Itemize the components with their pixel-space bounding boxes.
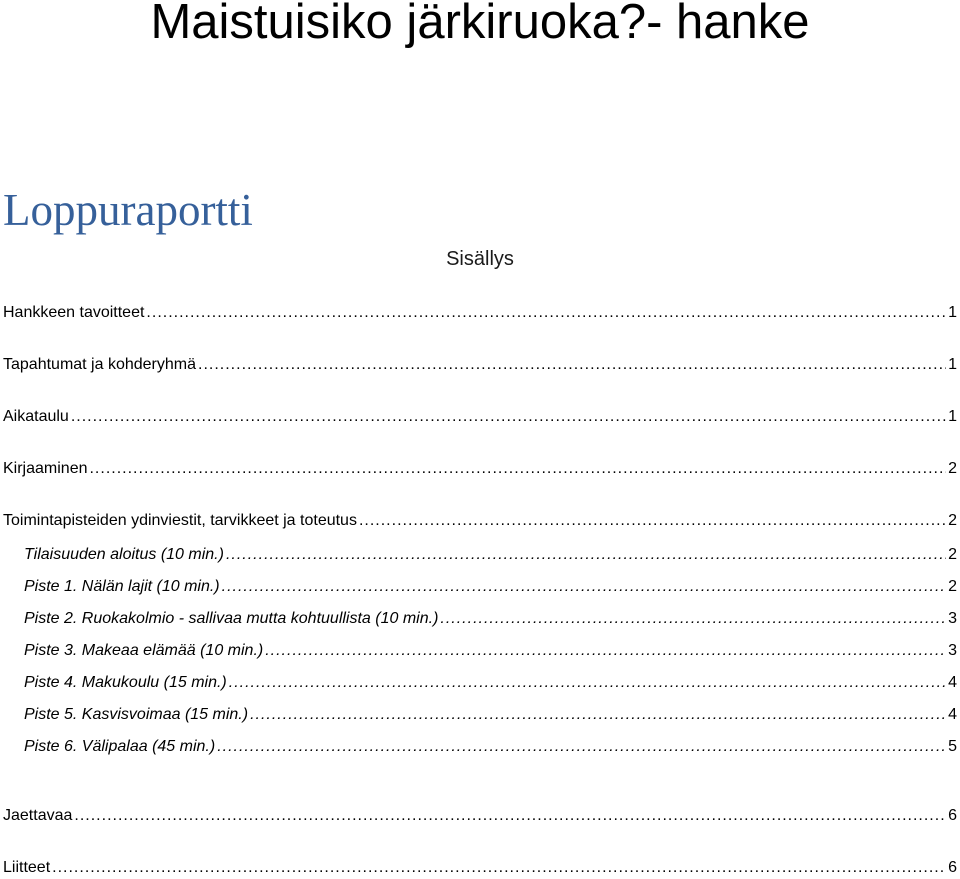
toc-entry[interactable] [3,302,957,324]
toc-subentry[interactable] [24,704,957,726]
toc-leader-dots [74,805,946,827]
toc-entry[interactable] [3,805,957,827]
toc-page-number: 6 [948,859,957,876]
toc-entry-text: Aikataulu [3,408,69,425]
toc-subentry[interactable] [24,576,957,598]
toc-entry[interactable] [3,510,957,532]
toc-entry[interactable] [3,458,957,480]
toc-subentry[interactable] [24,608,957,630]
toc-entry-text: Piste 4. Makukoulu (15 min.) [24,674,227,691]
toc-subentry[interactable] [24,640,957,662]
toc-subentry[interactable] [24,672,957,694]
toc-leader-dots [146,302,946,324]
toc-leader-dots [222,576,946,598]
toc-page-number: 4 [948,674,957,691]
toc-page-number: 3 [948,642,957,659]
toc-entry-text: Piste 2. Ruokakolmio - sallivaa mutta kohtuullista (10 min.) [24,610,439,627]
toc-page-number: 2 [948,578,957,595]
toc-leader-dots [89,458,946,480]
toc-entry-text: Tapahtumat ja kohderyhmä [3,356,196,373]
toc-leader-dots [250,704,946,726]
toc-page-number: 6 [948,807,957,824]
toc-leader-dots [229,672,946,694]
toc-leader-dots [265,640,946,662]
toc-page-number: 3 [948,610,957,627]
toc-entry-text: Piste 6. Välipalaa (45 min.) [24,738,216,755]
toc-leader-dots [217,736,946,758]
toc-entry-text: Tilaisuuden aloitus (10 min.) [24,546,224,563]
toc-entry-text: Piste 3. Makeaa elämää (10 min.) [24,642,264,659]
toc-page-number: 1 [948,356,957,373]
document-title: Maistuisiko järkiruoka?- hanke [150,0,810,49]
toc-page-number: 1 [948,304,957,321]
toc-entry[interactable] [3,354,957,376]
report-subtitle: Loppuraportti [3,185,253,235]
toc-page-number: 2 [948,546,957,563]
toc-entry-text: Piste 5. Kasvisvoimaa (15 min.) [24,706,249,723]
toc-subentry[interactable] [24,736,957,758]
toc-page-number: 4 [948,706,957,723]
toc-leader-dots [359,510,946,532]
toc-entry-text: Kirjaaminen [3,460,88,477]
toc-leader-dots [198,354,946,376]
toc-subentry[interactable] [24,544,957,566]
toc-entry-text: Jaettavaa [3,807,73,824]
toc-leader-dots [71,406,946,428]
toc-leader-dots [440,608,946,630]
toc-page-number: 2 [948,512,957,529]
toc-heading: Sisällys [446,248,514,270]
toc-entry-text: Toimintapisteiden ydinviestit, tarvikkeet ja toteutus [3,512,357,529]
toc-entry-text: Liitteet [3,859,51,876]
toc-entry[interactable] [3,406,957,428]
toc-page-number: 2 [948,460,957,477]
toc-entry-text: Hankkeen tavoitteet [3,304,145,321]
toc-entry-text: Piste 1. Nälän lajit (10 min.) [24,578,220,595]
toc-page-number: 1 [948,408,957,425]
toc-leader-dots [226,544,946,566]
toc-page-number: 5 [948,738,957,755]
